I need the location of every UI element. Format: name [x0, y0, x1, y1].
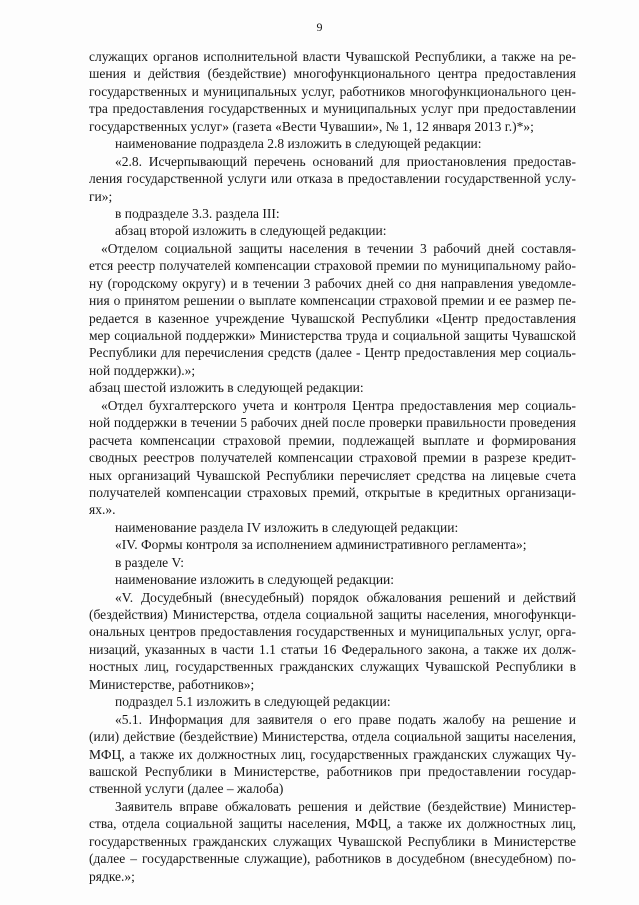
- text-line: абзац шестой изложить в следующей редакции:: [89, 380, 364, 396]
- text-line: ных организаций Чувашской Республики перечисляет средства на лицевые счета: [89, 467, 576, 483]
- text-line: ональных центров предоставления государственных и муниципальных услуг, орга-: [89, 624, 576, 640]
- text-line: (далее – государственные служащие), работников в досудебном (внесудебном) по-: [89, 851, 576, 867]
- text-line: сводных реестров получателей компенсации страховой премии в разрезе кредит-: [89, 450, 576, 466]
- text-line: «5.1. Информация для заявителя о его праве подать жалобу на решение и: [115, 711, 576, 727]
- text-line: МФЦ, а также их должностных лиц, государственных гражданских служащих Чу-: [89, 746, 576, 762]
- text-line: ния о принятом решении о выплате компенсации страховой премии и ее размер пе-: [89, 293, 576, 309]
- text-line: абзац второй изложить в следующей редакции:: [115, 223, 387, 239]
- document-body: [89, 48, 576, 885]
- text-line: рядке.»;: [89, 868, 135, 884]
- text-line: «IV. Формы контроля за исполнением административного регламента»;: [115, 537, 527, 553]
- text-line: Министерстве, работников»;: [89, 676, 255, 692]
- text-line: подраздел 5.1 изложить в следующей редакции:: [115, 694, 391, 710]
- text-line: низаций, указанных в части 1.1 статьи 16 Федерального закона, а также их долж-: [89, 641, 576, 657]
- text-line: «Отделом социальной защиты населения в течении 3 рабочий дней составля-: [101, 240, 576, 256]
- text-line: в разделе V:: [115, 554, 185, 570]
- text-line: государственных гражданских служащих Чувашской Республики в Министерстве: [89, 833, 576, 849]
- text-line: ги»;: [89, 188, 113, 204]
- text-line: (бездействия) Министерства, отдела социальной защиты населения, многофункци-: [89, 607, 576, 622]
- text-line: ления государственной услуги или отказа в предоставлении государственной услу-: [89, 171, 576, 187]
- text-line: ется реестр получателей компенсации страховой премии по муниципальному райо-: [89, 258, 576, 274]
- text-line: государственных услуг» (газета «Вести Чувашии», № 1, 12 января 2013 г.)*»;: [89, 118, 534, 134]
- text-line: расчета компенсации страховой премии, подлежащей выплате и формирования: [89, 432, 576, 448]
- text-line: ной поддержки в течении 5 рабочих дней после проверки правильности проведения: [89, 415, 576, 431]
- page-number: 9: [316, 20, 323, 34]
- text-line: наименование изложить в следующей редакции:: [115, 572, 395, 588]
- text-line: наименование раздела IV изложить в следующей редакции:: [115, 519, 459, 535]
- text-line: ну (городскому округу) и в течении 3 рабочих дней со дня направления уведомле-: [89, 275, 576, 291]
- text-line: наименование подраздела 2.8 изложить в следующей редакции:: [115, 136, 482, 152]
- text-line: ностных лиц, государственных гражданских служащих Чувашской Республики в: [89, 659, 576, 675]
- text-line: «2.8. Исчерпывающий перечень оснований для приостановления предостав-: [115, 153, 576, 169]
- text-line: служащих органов исполнительной власти Чувашской Республики, а также на ре-: [89, 49, 576, 64]
- text-line: «V. Досудебный (внесудебный) порядок обжалования решений и действий: [115, 589, 576, 605]
- text-line: ственной услуги (далее – жалоба): [89, 781, 284, 797]
- text-line: государственных и муниципальных услуг, работников многофункционального цен-: [89, 83, 576, 99]
- text-line: тра предоставления государственных и муниципальных услуг при предоставлении: [89, 101, 576, 117]
- text-line: ной поддержки).»;: [89, 362, 196, 378]
- text-line: шения и действия (бездействие) многофункционального центра предоставления: [89, 66, 576, 82]
- text-line: (или) действие (бездействие) Министерства, отдела социальной защиты населения,: [89, 729, 576, 745]
- text-line: ях.».: [89, 502, 116, 518]
- text-line: ства, отдела социальной защиты населения, МФЦ, а также их должностных лиц,: [89, 816, 576, 832]
- text-line: в подразделе 3.3. раздела III:: [115, 205, 280, 221]
- text-line: Республики для перечисления средств (далее - Центр предоставления мер социаль-: [89, 345, 576, 361]
- text-line: мер социальной поддержки» Министерства труда и социальной защиты Чувашской: [89, 328, 576, 343]
- text-line: Заявитель вправе обжаловать решения и действие (бездействие) Министер-: [115, 798, 576, 814]
- text-line: получателей компенсации страховых премий, открытые в кредитных организаци-: [89, 484, 576, 500]
- text-line: «Отдел бухгалтерского учета и контроля Центра предоставления мер социаль-: [101, 397, 576, 413]
- text-line: редается в казенное учреждение Чувашской Республики «Центр предоставления: [89, 310, 576, 326]
- text-line: вашской Республики в Министерстве, работников при предоставлении государ-: [89, 763, 576, 779]
